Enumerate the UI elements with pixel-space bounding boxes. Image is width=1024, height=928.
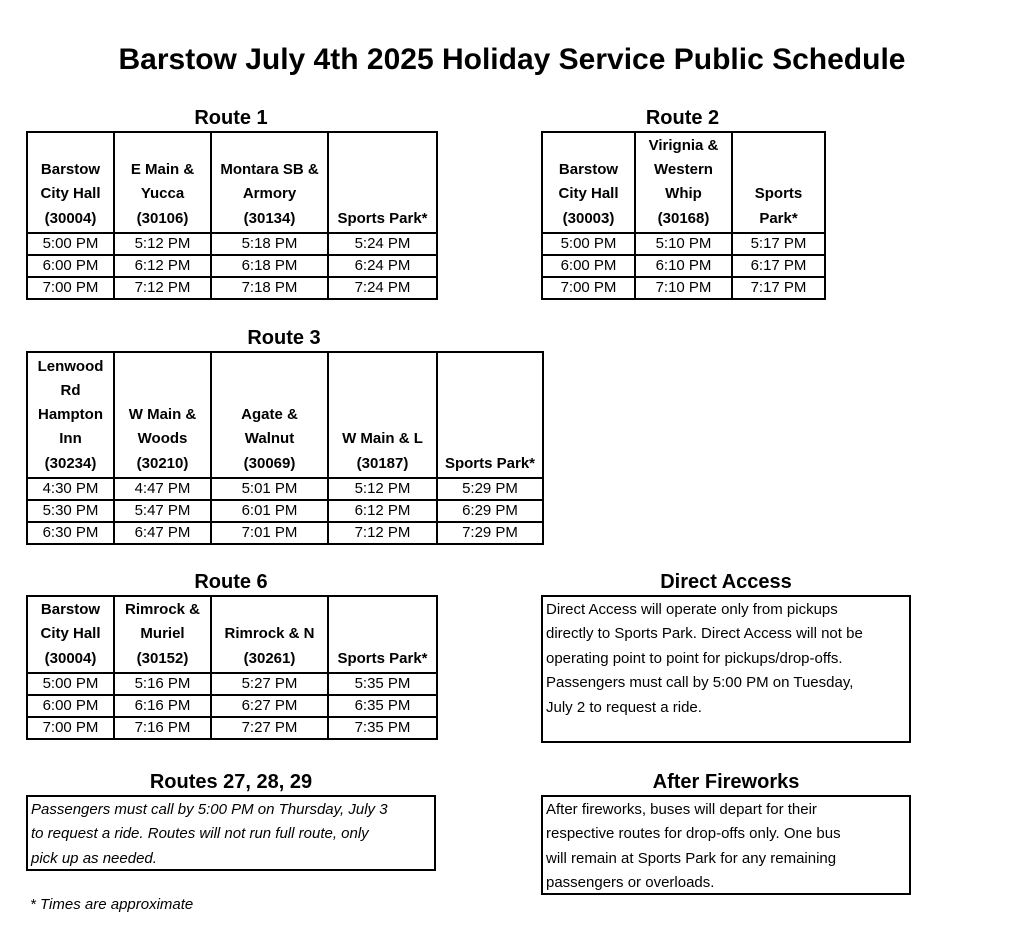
time-cell: 6:12 PM — [114, 255, 211, 277]
time-cell: 7:24 PM — [328, 277, 437, 299]
footnote: * Times are approximate — [30, 896, 194, 913]
time-cell: 5:16 PM — [114, 673, 211, 695]
column-header-line: Armory — [242, 185, 297, 203]
time-cell: 5:00 PM — [27, 673, 114, 695]
column-header-line: Rimrock & — [124, 601, 201, 619]
time-cell: 5:12 PM — [328, 478, 437, 500]
column-header-line: (30210) — [136, 454, 189, 472]
column-header-line: (30187) — [356, 454, 409, 472]
column-header-line: Whip — [665, 185, 702, 203]
time-cell: 6:18 PM — [211, 255, 328, 277]
table-row — [27, 695, 437, 717]
table-row — [27, 478, 543, 500]
time-cell: 6:00 PM — [542, 255, 635, 277]
column-header — [328, 352, 437, 478]
column-header-line: City Hall — [40, 185, 101, 203]
table-row — [542, 233, 825, 255]
time-cell: 7:12 PM — [114, 277, 211, 299]
after-fireworks-line: passengers or overloads. — [546, 874, 715, 892]
time-cell: 5:17 PM — [732, 233, 825, 255]
time-cell: 6:29 PM — [437, 500, 543, 522]
column-header-line: (30003) — [562, 209, 615, 227]
time-cell: 6:16 PM — [114, 695, 211, 717]
column-header — [27, 132, 114, 233]
column-header-line: (30134) — [243, 209, 296, 227]
column-header-line: Sports Park* — [337, 209, 428, 227]
column-header — [27, 352, 114, 478]
time-cell: 4:47 PM — [114, 478, 211, 500]
column-header-line: Montara SB & — [220, 161, 319, 179]
column-header-line: Sports Park* — [337, 649, 428, 667]
time-cell: 6:01 PM — [211, 500, 328, 522]
direct-access-line: July 2 to request a ride. — [546, 698, 702, 716]
routes-27-28-29-line: pick up as needed. — [31, 849, 157, 867]
column-header — [437, 352, 543, 478]
time-cell: 5:00 PM — [27, 233, 114, 255]
column-header-line: Sports Park* — [444, 454, 536, 472]
column-header-line: W Main & L — [342, 430, 423, 448]
after-fireworks-line: After fireworks, buses will depart for their — [546, 801, 817, 818]
column-header — [542, 132, 635, 233]
time-cell: 7:12 PM — [328, 522, 437, 544]
direct-access-box — [541, 595, 911, 743]
header-row — [27, 596, 437, 673]
route-6-table — [26, 595, 438, 740]
column-header — [732, 132, 825, 233]
time-cell: 6:24 PM — [328, 255, 437, 277]
column-header-line: Barstow — [40, 601, 101, 619]
routes-27-28-29-box — [26, 795, 436, 871]
column-header — [211, 352, 328, 478]
time-cell: 7:29 PM — [437, 522, 543, 544]
after-fireworks-title: After Fireworks — [652, 771, 800, 793]
column-header-line: Yucca — [140, 185, 185, 203]
time-cell: 5:12 PM — [114, 233, 211, 255]
after-fireworks-line: respective routes for drop-offs only. One bus — [546, 825, 841, 843]
direct-access-line: operating point to point for pickups/drop-offs. — [546, 649, 843, 667]
time-cell: 5:27 PM — [211, 673, 328, 695]
table-row — [27, 717, 437, 739]
header-row — [27, 352, 543, 478]
column-header-line: Virignia & — [648, 136, 719, 154]
after-fireworks-line: will remain at Sports Park for any remaining — [546, 849, 837, 867]
time-cell: 5:35 PM — [328, 673, 437, 695]
column-header-line: Agate & — [241, 406, 298, 424]
column-header-line: Rd — [60, 381, 81, 399]
time-cell: 6:35 PM — [328, 695, 437, 717]
column-header — [328, 596, 437, 673]
column-header-line: Sports — [754, 185, 803, 203]
column-header-line: (30261) — [243, 649, 296, 667]
table-row — [542, 277, 825, 299]
header-row — [542, 132, 825, 233]
column-header-line: Woods — [137, 430, 188, 448]
column-header-line: Inn — [59, 430, 82, 448]
time-cell: 6:30 PM — [27, 522, 114, 544]
column-header-line: Muriel — [140, 625, 185, 643]
page-title: Barstow July 4th 2025 Holiday Service Public Schedule — [118, 43, 906, 76]
time-cell: 6:10 PM — [635, 255, 732, 277]
column-header — [211, 596, 328, 673]
time-cell: 7:10 PM — [635, 277, 732, 299]
time-cell: 5:18 PM — [211, 233, 328, 255]
time-cell: 5:00 PM — [542, 233, 635, 255]
route-1-title: Route 1 — [194, 107, 268, 129]
direct-access-line: Direct Access will operate only from pickups — [546, 601, 838, 618]
column-header — [27, 596, 114, 673]
column-header-line: (30106) — [136, 209, 189, 227]
time-cell: 6:00 PM — [27, 255, 114, 277]
column-header — [211, 132, 328, 233]
column-header-line: (30069) — [243, 454, 296, 472]
time-cell: 7:18 PM — [211, 277, 328, 299]
time-cell: 7:00 PM — [542, 277, 635, 299]
column-header — [328, 132, 437, 233]
column-header-line: (30168) — [657, 209, 710, 227]
time-cell: 6:00 PM — [27, 695, 114, 717]
table-row — [27, 277, 437, 299]
column-header — [114, 132, 211, 233]
table-row — [27, 255, 437, 277]
routes-27-28-29-line: Passengers must call by 5:00 PM on Thursday, July 3 — [31, 801, 388, 818]
route-2-title: Route 2 — [645, 107, 720, 129]
table-row — [27, 522, 543, 544]
route-2-table — [541, 131, 826, 300]
direct-access-line: Passengers must call by 5:00 PM on Tuesday, — [546, 674, 854, 692]
time-cell: 6:27 PM — [211, 695, 328, 717]
time-cell: 5:30 PM — [27, 500, 114, 522]
route-3-table — [26, 351, 544, 545]
time-cell: 7:27 PM — [211, 717, 328, 739]
time-cell: 6:12 PM — [328, 500, 437, 522]
column-header — [114, 596, 211, 673]
time-cell: 5:24 PM — [328, 233, 437, 255]
time-cell: 7:35 PM — [328, 717, 437, 739]
time-cell: 5:29 PM — [437, 478, 543, 500]
routes-27-28-29-line: to request a ride. Routes will not run full route, only — [31, 825, 369, 843]
time-cell: 7:16 PM — [114, 717, 211, 739]
column-header-line: Barstow — [558, 161, 619, 179]
column-header-line: (30152) — [136, 649, 189, 667]
time-cell: 7:17 PM — [732, 277, 825, 299]
column-header-line: (30004) — [44, 649, 97, 667]
time-cell: 5:10 PM — [635, 233, 732, 255]
column-header-line: Park* — [759, 209, 798, 227]
time-cell: 4:30 PM — [27, 478, 114, 500]
table-row — [542, 255, 825, 277]
direct-access-line: directly to Sports Park. Direct Access will not be — [546, 625, 863, 643]
route-1-table — [26, 131, 438, 300]
column-header-line: Walnut — [244, 430, 295, 448]
time-cell: 7:00 PM — [27, 277, 114, 299]
column-header-line: (30004) — [44, 209, 97, 227]
routes-27-28-29-title: Routes 27, 28, 29 — [149, 771, 313, 793]
after-fireworks-box — [541, 795, 911, 895]
route-6-title: Route 6 — [194, 571, 268, 593]
time-cell: 5:47 PM — [114, 500, 211, 522]
table-row — [27, 500, 543, 522]
column-header-line: City Hall — [558, 185, 619, 203]
time-cell: 5:01 PM — [211, 478, 328, 500]
column-header-line: Barstow — [40, 161, 101, 179]
column-header-line: Lenwood — [37, 357, 104, 375]
time-cell: 7:00 PM — [27, 717, 114, 739]
column-header-line: Rimrock & N — [224, 625, 315, 643]
column-header-line: W Main & — [128, 406, 197, 424]
column-header-line: Hampton — [38, 406, 103, 424]
direct-access-title: Direct Access — [660, 571, 792, 593]
column-header — [635, 132, 732, 233]
time-cell: 6:47 PM — [114, 522, 211, 544]
table-row — [27, 233, 437, 255]
time-cell: 6:17 PM — [732, 255, 825, 277]
header-row — [27, 132, 437, 233]
route-3-title: Route 3 — [247, 327, 321, 349]
column-header-line: City Hall — [40, 625, 101, 643]
column-header-line: E Main & — [130, 161, 195, 179]
column-header-line: Western — [654, 161, 713, 179]
table-row — [27, 673, 437, 695]
column-header — [114, 352, 211, 478]
time-cell: 7:01 PM — [211, 522, 328, 544]
column-header-line: (30234) — [44, 454, 97, 472]
